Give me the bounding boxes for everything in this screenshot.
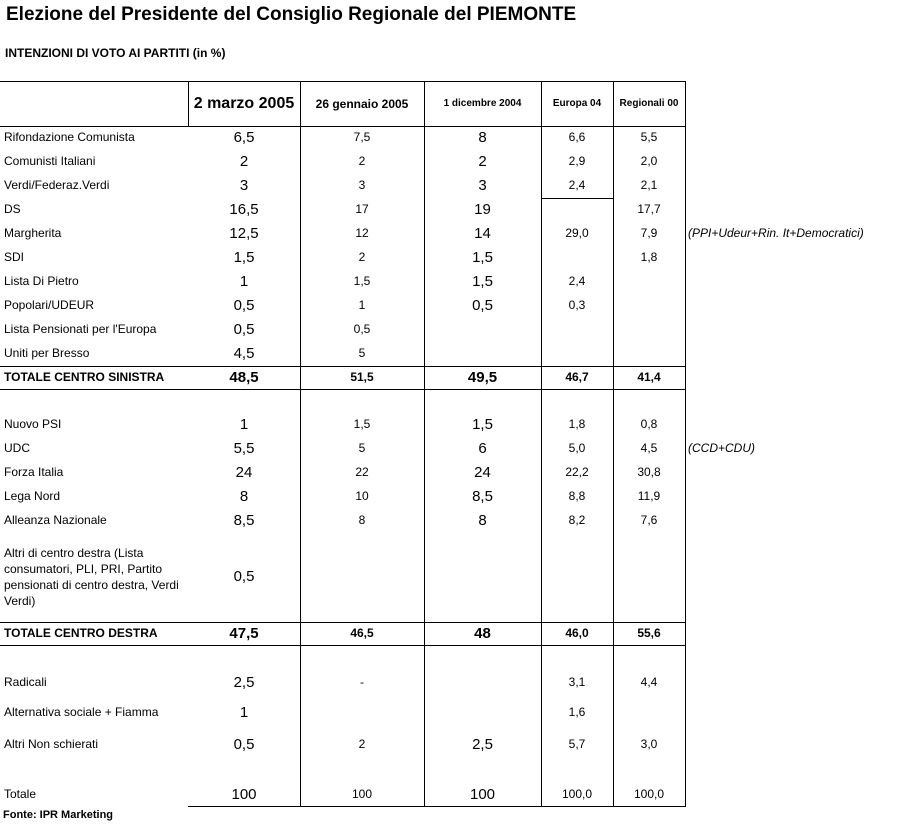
cell-2-marzo-2005: 47,5 — [229, 625, 259, 642]
column-header-26-gennaio-2005: 26 gennaio 2005 — [315, 97, 409, 111]
cell-26-gennaio-2005: 2 — [358, 250, 366, 264]
cell-regionali-00: 1,8 — [640, 250, 658, 264]
cell-1-dicembre-2004: 3 — [478, 177, 487, 194]
cell-europa-04: 1,6 — [568, 705, 586, 719]
cell-26-gennaio-2005: 3 — [358, 178, 366, 192]
cell-26-gennaio-2005: 100 — [351, 787, 373, 801]
row-label: Alternativa sociale + Fiamma — [4, 705, 159, 719]
cell-regionali-00: 55,6 — [637, 626, 661, 640]
column-header-europa-04: Europa 04 — [552, 98, 602, 109]
cell-26-gennaio-2005: 1,5 — [353, 417, 371, 431]
cell-26-gennaio-2005: 1,5 — [353, 274, 371, 288]
row-label: TOTALE CENTRO SINISTRA — [4, 370, 165, 384]
cell-2-marzo-2005: 8 — [239, 488, 249, 505]
cell-26-gennaio-2005: 8 — [358, 513, 366, 527]
cell-regionali-00: 5,5 — [640, 130, 658, 144]
column-header-1-dicembre-2004: 1 dicembre 2004 — [443, 98, 522, 109]
cell-europa-04: 8,8 — [568, 489, 586, 503]
row-label: Popolari/UDEUR — [4, 298, 95, 312]
source-note: Fonte: IPR Marketing — [3, 809, 114, 821]
cell-1-dicembre-2004: 8 — [478, 129, 487, 146]
cell-26-gennaio-2005: 51,5 — [350, 370, 374, 384]
cell-26-gennaio-2005: 5 — [358, 441, 366, 455]
row-label: DS — [4, 202, 21, 216]
cell-europa-04: 8,2 — [568, 513, 586, 527]
cell-regionali-00: 17,7 — [637, 202, 661, 216]
cell-2-marzo-2005: 12,5 — [229, 225, 259, 242]
cell-regionali-00: 7,9 — [640, 226, 658, 240]
cell-europa-04: 2,4 — [568, 178, 586, 192]
cell-2-marzo-2005: 1 — [239, 273, 249, 290]
column-header-2-marzo-2005: 2 marzo 2005 — [193, 95, 295, 112]
cell-europa-04: 6,6 — [568, 130, 586, 144]
row-note: (CCD+CDU) — [688, 441, 755, 455]
cell-2-marzo-2005: 1 — [239, 704, 249, 721]
cell-regionali-00: 3,0 — [640, 737, 658, 751]
row-note: (PPI+Udeur+Rin. It+Democratici) — [688, 226, 864, 240]
cell-26-gennaio-2005: 0,5 — [353, 322, 371, 336]
cell-europa-04: 1,8 — [568, 417, 586, 431]
row-label: Lista Di Pietro — [4, 274, 79, 288]
cell-1-dicembre-2004: 1,5 — [472, 249, 493, 266]
cell-europa-04: 46,0 — [565, 626, 589, 640]
row-label: Altri di centro destra (Lista consumatori, PLI, PRI, Partito pensionati di centro destra, Verdi Verdi) — [4, 546, 179, 608]
cell-europa-04: 0,3 — [568, 298, 586, 312]
cell-europa-04: 100,0 — [561, 787, 593, 801]
row-label: Forza Italia — [4, 465, 64, 479]
cell-1-dicembre-2004: 24 — [474, 464, 491, 481]
cell-regionali-00: 11,9 — [637, 489, 661, 503]
cell-1-dicembre-2004: 2,5 — [472, 736, 493, 753]
row-label: Altri Non schierati — [4, 737, 99, 751]
row-label: Lista Pensionati per l'Europa — [4, 322, 157, 336]
cell-1-dicembre-2004: 1,5 — [472, 273, 493, 290]
cell-2-marzo-2005: 0,5 — [233, 568, 255, 585]
cell-2-marzo-2005: 1 — [239, 416, 249, 433]
cell-regionali-00: 2,0 — [640, 154, 658, 168]
cell-26-gennaio-2005: 2 — [358, 737, 366, 751]
cell-2-marzo-2005: 3 — [239, 177, 249, 194]
cell-regionali-00: 100,0 — [633, 787, 665, 801]
cell-europa-04: 22,2 — [565, 465, 589, 479]
cell-regionali-00: 0,8 — [640, 417, 658, 431]
cell-europa-04: 2,9 — [568, 154, 586, 168]
cell-2-marzo-2005: 48,5 — [229, 369, 259, 386]
cell-1-dicembre-2004: 48 — [474, 625, 491, 642]
cell-1-dicembre-2004: 2 — [478, 153, 487, 170]
row-label: Totale — [4, 787, 37, 801]
cell-2-marzo-2005: 6,5 — [233, 129, 255, 146]
cell-1-dicembre-2004: 100 — [469, 786, 496, 803]
cell-regionali-00: 2,1 — [640, 178, 658, 192]
cell-europa-04: 29,0 — [565, 226, 589, 240]
cell-europa-04: 2,4 — [568, 274, 586, 288]
cell-26-gennaio-2005: 22 — [355, 465, 369, 479]
row-label: Margherita — [4, 226, 62, 240]
cell-regionali-00: 4,5 — [640, 441, 658, 455]
cell-1-dicembre-2004: 14 — [474, 225, 491, 242]
row-label: TOTALE CENTRO DESTRA — [4, 626, 158, 640]
cell-europa-04: 3,1 — [568, 675, 586, 689]
cell-1-dicembre-2004: 6 — [478, 440, 487, 457]
cell-2-marzo-2005: 4,5 — [233, 345, 255, 362]
cell-europa-04: 5,0 — [568, 441, 586, 455]
cell-2-marzo-2005: 24 — [235, 464, 253, 481]
cell-regionali-00: 41,4 — [637, 370, 661, 384]
row-label: Lega Nord — [4, 489, 61, 503]
row-label: Alleanza Nazionale — [4, 513, 107, 527]
row-label: Radicali — [4, 675, 47, 689]
cell-europa-04: 46,7 — [565, 370, 589, 384]
row-label: Comunisti Italiani — [4, 154, 96, 168]
cell-26-gennaio-2005: - — [360, 675, 364, 689]
cell-26-gennaio-2005: 10 — [355, 489, 369, 503]
cell-1-dicembre-2004: 8 — [478, 512, 487, 529]
cell-europa-04: 5,7 — [568, 737, 586, 751]
cell-1-dicembre-2004: 8,5 — [472, 488, 493, 505]
row-label: Uniti per Bresso — [4, 346, 90, 360]
cell-2-marzo-2005: 5,5 — [233, 440, 255, 457]
cell-2-marzo-2005: 0,5 — [233, 736, 255, 753]
row-label: Nuovo PSI — [4, 417, 62, 431]
cell-2-marzo-2005: 8,5 — [233, 512, 255, 529]
cell-regionali-00: 7,6 — [640, 513, 658, 527]
cell-26-gennaio-2005: 5 — [358, 346, 366, 360]
cell-26-gennaio-2005: 12 — [355, 226, 369, 240]
row-label: SDI — [4, 250, 25, 264]
cell-2-marzo-2005: 2,5 — [233, 674, 255, 691]
column-header-regionali-00: Regionali 00 — [619, 98, 679, 109]
cell-2-marzo-2005: 100 — [231, 786, 257, 803]
cell-26-gennaio-2005: 46,5 — [350, 626, 374, 640]
cell-regionali-00: 4,4 — [640, 675, 658, 689]
cell-26-gennaio-2005: 7,5 — [353, 130, 371, 144]
cell-1-dicembre-2004: 0,5 — [472, 297, 493, 314]
cell-1-dicembre-2004: 49,5 — [467, 369, 498, 386]
cell-26-gennaio-2005: 1 — [358, 298, 366, 312]
cell-2-marzo-2005: 1,5 — [233, 249, 255, 266]
cell-1-dicembre-2004: 19 — [474, 201, 491, 218]
cell-2-marzo-2005: 0,5 — [233, 321, 255, 338]
cell-26-gennaio-2005: 2 — [358, 154, 366, 168]
cell-26-gennaio-2005: 17 — [355, 202, 369, 216]
page-title: Elezione del Presidente del Consiglio Regionale del PIEMONTE — [6, 4, 577, 25]
row-label: UDC — [4, 441, 30, 455]
cell-2-marzo-2005: 16,5 — [229, 201, 259, 218]
cell-2-marzo-2005: 2 — [239, 153, 249, 170]
row-label: Verdi/Federaz.Verdi — [4, 178, 110, 192]
table-subtitle: INTENZIONI DI VOTO AI PARTITI (in %) — [5, 46, 226, 60]
cell-regionali-00: 30,8 — [637, 465, 661, 479]
cell-2-marzo-2005: 0,5 — [233, 297, 255, 314]
row-label: Rifondazione Comunista — [4, 130, 135, 144]
cell-1-dicembre-2004: 1,5 — [472, 416, 493, 433]
